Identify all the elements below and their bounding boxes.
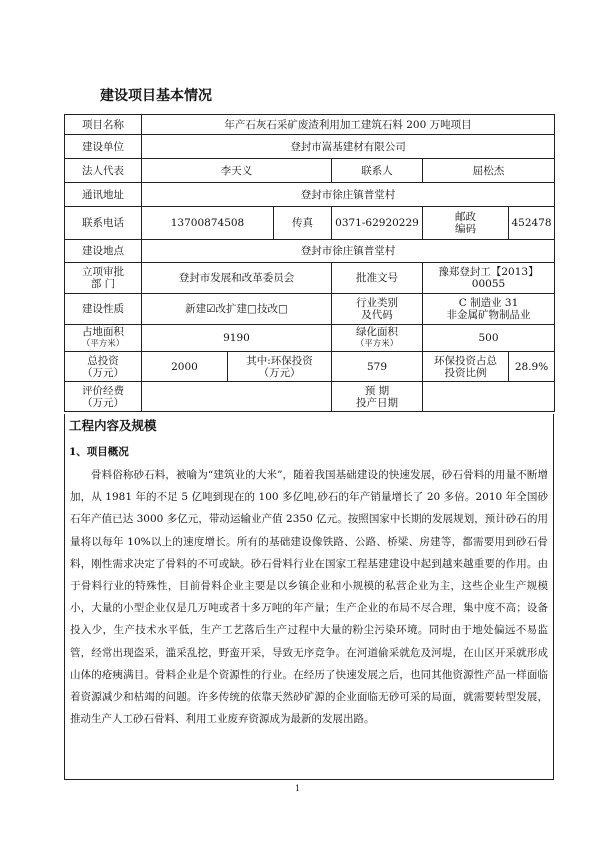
eval-fee-label-line1: 评价经费 bbox=[82, 384, 124, 397]
industry-line2: 非金属矿物制品业 bbox=[446, 309, 531, 321]
builder-label: 建设单位 bbox=[65, 135, 142, 159]
invest-label-line1: 总投资 bbox=[87, 354, 119, 367]
area-label-line2: （平方米） bbox=[81, 339, 125, 349]
env-ratio: 28.9% bbox=[509, 352, 555, 382]
eval-fee-label bbox=[65, 382, 142, 412]
start-date-label-line2: 投产日期 bbox=[356, 396, 398, 409]
industry bbox=[423, 294, 555, 325]
section-subtitle: 1、项目概况 bbox=[69, 446, 129, 458]
postcode: 452478 bbox=[509, 207, 555, 240]
env-ratio-label bbox=[423, 352, 509, 382]
area: 9190 bbox=[142, 325, 332, 352]
nature: 新建☑改扩建□技改□ bbox=[142, 294, 332, 325]
contact-label: 联系人 bbox=[332, 159, 423, 183]
approval-no bbox=[423, 263, 555, 294]
fax: 0371-62920229 bbox=[332, 207, 423, 240]
basic-info-table bbox=[64, 114, 555, 412]
approval-dept-label-line2: 部 门 bbox=[90, 278, 116, 290]
industry-line1: C 制造业 31 bbox=[458, 297, 519, 309]
legal-rep-label: 法人代表 bbox=[65, 159, 142, 183]
env-ratio-label-line2: 投资比例 bbox=[444, 366, 487, 379]
env-invest-label bbox=[228, 352, 332, 382]
phone: 13700874508 bbox=[142, 207, 274, 240]
section-title: 工程内容及规模 bbox=[69, 418, 157, 433]
start-date bbox=[423, 382, 555, 412]
invest-label-line2: （万元） bbox=[82, 366, 124, 379]
industry-label-line2: 及代码 bbox=[361, 309, 393, 321]
start-date-label bbox=[332, 382, 423, 412]
approval-no-line2: 00055 bbox=[471, 278, 506, 290]
page-number: 1 bbox=[294, 784, 301, 793]
area-label-line1: 占地面积 bbox=[82, 326, 124, 338]
invest: 2000 bbox=[142, 352, 228, 382]
builder: 登封市嵩基建材有限公司 bbox=[142, 135, 555, 159]
approval-dept-label-line1: 立项审批 bbox=[82, 266, 124, 278]
postcode-label bbox=[423, 207, 509, 240]
industry-label-line1: 行业类别 bbox=[356, 297, 398, 309]
env-invest: 579 bbox=[332, 352, 423, 382]
fax-label: 传真 bbox=[274, 207, 332, 240]
site-label: 建设地点 bbox=[65, 240, 142, 263]
start-date-label-line1: 预 期 bbox=[364, 384, 390, 397]
eval-fee-label-line2: （万元） bbox=[82, 396, 124, 409]
green-label bbox=[332, 325, 423, 352]
project-name: 年产石灰石采矿废渣利用加工建筑石料 200 万吨项目 bbox=[142, 115, 555, 135]
project-content-box bbox=[64, 414, 554, 780]
industry-label bbox=[332, 294, 423, 325]
green: 500 bbox=[423, 325, 555, 352]
contact: 屈松杰 bbox=[423, 159, 555, 183]
project-overview-paragraph: 骨料俗称砂石料，被喻为“建筑业的大米”，随着我国基础建设的快速发展，砂石骨料的用量不断增加，从 1981 年的不足 5 亿吨到现在的 100 多亿吨,砂石的年产销量增长了 20 多倍。2010 年全国砂石年产值已达 3000 多亿元，带动运输业产值 2350 亿元。按照国家中长期的发展规划，预计砂石的用量将以每年 10%以上的速度增长。所有的基础建设像铁路、公路、桥梁、房建等，都需要用到砂石骨料，刚性需求决定了骨料的不可或缺。砂石骨料行业在国家工程基建建设中起到越来越重要的作用。由于骨料行业的特殊性，目前骨料企业主要是以乡镇企业和小规模的私营企业为主，这些企业生产规模小，大量的小型企业仅是几万吨或者十多万吨的年产量；生产企业的布局不尽合理，集中度不高；设备投入少，生产技术水平低，生产工艺落后生产过程中大量的粉尘污染环境。同时由于地处偏远不易监管，经常出现盗采，滥采乱挖，野蛮开采，导致无序竞争。在河道偷采就危及河堤，在山区开采就形成山体的疮痍满目。骨料企业是个资源性的行业。在经历了快速发展之后，也同其他资源性产品一样面临着资源减少和枯竭的问题。许多传统的依靠天然砂矿源的企业面临无砂可采的局面，就需要转型发展，推动生产人工砂石骨料、利用工业废弃资源成为最新的发展出路。 bbox=[70, 469, 548, 726]
site: 登封市徐庄镇普堂村 bbox=[142, 240, 555, 263]
invest-label bbox=[65, 352, 142, 382]
approval-no-line1: 豫郑登封工【2013】 bbox=[438, 266, 539, 278]
page-title: 建设项目基本情况 bbox=[100, 88, 212, 104]
nature-label: 建设性质 bbox=[65, 294, 142, 325]
approval-no-label: 批准文号 bbox=[332, 263, 423, 294]
green-label-line1: 绿化面积 bbox=[356, 326, 398, 338]
env-invest-label-line1: 其中:环保投资 bbox=[246, 354, 313, 367]
env-invest-label-line2: （万元） bbox=[258, 366, 301, 379]
postcode-label-line2: 编码 bbox=[455, 223, 476, 235]
eval-fee bbox=[142, 382, 332, 412]
approval-dept: 登封市发展和改革委员会 bbox=[142, 263, 332, 294]
address: 登封市徐庄镇普堂村 bbox=[142, 183, 555, 207]
env-ratio-label-line1: 环保投资占总 bbox=[434, 354, 497, 367]
green-label-line2: （平方米） bbox=[355, 339, 399, 349]
approval-dept-label bbox=[65, 263, 142, 294]
legal-rep: 李天义 bbox=[142, 159, 332, 183]
address-label: 通讯地址 bbox=[65, 183, 142, 207]
area-label bbox=[65, 325, 142, 352]
postcode-label-line1: 邮政 bbox=[455, 211, 476, 223]
phone-label: 联系电话 bbox=[65, 207, 142, 240]
project-name-label: 项目名称 bbox=[65, 115, 142, 135]
